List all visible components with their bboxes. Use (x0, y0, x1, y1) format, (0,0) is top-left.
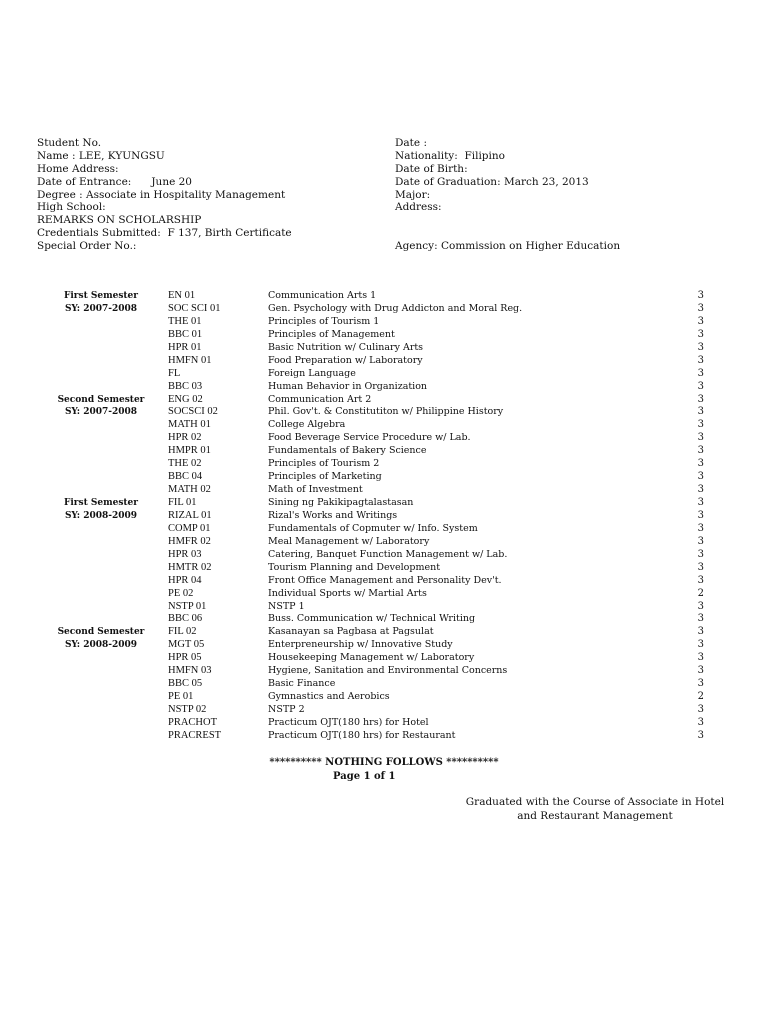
student-no-label: Student No. (37, 137, 102, 149)
course-code: SOC SCI 01 (168, 302, 221, 314)
student-info-right (395, 137, 620, 253)
course-title: Principles of Tourism 2 (268, 458, 380, 470)
course-code: HMPR 01 (168, 445, 211, 457)
course-title: Enterpreneurship w/ Innovative Study (268, 639, 453, 651)
course-units: 3 (697, 652, 704, 664)
semester-label: Second Semester (57, 627, 145, 638)
course-code: THE 02 (168, 458, 202, 470)
course-code: HMFR 02 (168, 535, 211, 547)
course-units: 3 (697, 367, 704, 379)
course-units: 3 (697, 716, 704, 728)
course-units: 3 (697, 341, 704, 353)
course-units: 3 (697, 535, 704, 547)
date-of-birth-label: Date of Birth: (395, 162, 468, 175)
course-units: 3 (697, 639, 704, 651)
graduation-line-2: and Restaurant Management (517, 810, 673, 822)
course-title: Fundamentals of Bakery Science (268, 445, 427, 457)
major-label: Major: (395, 188, 431, 201)
course-title: Buss. Communication w/ Technical Writing (268, 613, 476, 625)
course-units: 3 (697, 548, 704, 560)
course-units: 3 (697, 380, 704, 392)
course-units: 2 (697, 587, 704, 599)
graduation-line-1: Graduated with the Course of Associate in Hotel (465, 796, 725, 808)
degree: Degree : Associate in Hospitality Management (37, 188, 286, 201)
course-title: Principles of Management (268, 328, 395, 340)
course-title: Sining ng Pakikipagtalastasan (268, 497, 414, 508)
course-units: 3 (697, 600, 704, 612)
course-units: 3 (697, 561, 704, 573)
course-code: HPR 04 (168, 574, 202, 586)
course-code: PE 01 (168, 691, 194, 703)
course-title: Fundamentals of Copmuter w/ Info. System (268, 522, 478, 534)
table-row (0, 588, 768, 601)
course-units: 3 (697, 665, 704, 677)
course-code: PRACHOT (168, 716, 218, 728)
course-code: RIZAL 01 (168, 509, 212, 521)
course-code: FIL 02 (168, 626, 197, 638)
course-units: 3 (697, 302, 704, 314)
course-title: NSTP 1 (268, 600, 305, 612)
table-row (0, 484, 768, 497)
course-title: Principles of Tourism 1 (268, 315, 380, 327)
course-units: 3 (697, 522, 704, 534)
table-row (0, 458, 768, 471)
course-units: 3 (697, 704, 704, 715)
table-row (0, 290, 768, 303)
agency: Agency: Commission on Higher Education (395, 240, 621, 253)
table-row (0, 381, 768, 394)
table-row (0, 406, 768, 419)
course-code: COMP 01 (168, 522, 211, 534)
course-code: PRACREST (168, 729, 222, 741)
course-code: FIL 01 (168, 497, 197, 508)
course-units: 3 (697, 574, 704, 586)
table-row (0, 523, 768, 536)
course-code: BBC 03 (168, 380, 203, 392)
course-units: 3 (697, 406, 704, 418)
semester-label: SY: 2008-2009 (64, 510, 138, 521)
course-code: BBC 01 (168, 328, 203, 340)
course-title: Practicum OJT(180 hrs) for Hotel (268, 716, 429, 728)
course-title: Food Preparation w/ Laboratory (268, 354, 423, 366)
course-code: SOCSCI 02 (168, 406, 218, 418)
course-code: HMTR 02 (168, 561, 212, 573)
course-code: HPR 02 (168, 432, 202, 444)
table-row (0, 717, 768, 730)
date-of-graduation: Date of Graduation: March 23, 2013 (395, 175, 589, 188)
course-units: 3 (697, 484, 704, 496)
course-title: Communication Art 2 (268, 393, 372, 405)
high-school-label: High School: (37, 201, 106, 214)
semester-label: SY: 2008-2009 (64, 640, 138, 651)
course-code: MGT 05 (168, 639, 205, 651)
course-title: Foreign Language (268, 367, 356, 379)
course-code: PE 02 (168, 587, 194, 599)
course-title: Basic Nutrition w/ Culinary Arts (268, 341, 424, 353)
table-row (0, 419, 768, 432)
course-units: 3 (697, 678, 704, 690)
nationality: Nationality: Filipino (395, 149, 505, 162)
course-units: 3 (697, 497, 704, 508)
course-title: Individual Sports w/ Martial Arts (268, 587, 427, 599)
course-code: HPR 01 (168, 341, 202, 353)
course-units: 3 (697, 328, 704, 340)
course-code: MATH 01 (168, 419, 211, 431)
graduation-statement (440, 795, 750, 823)
course-title: Tourism Planning and Development (268, 561, 441, 573)
course-title: Kasanayan sa Pagbasa at Pagsulat (268, 626, 434, 638)
course-title: Practicum OJT(180 hrs) for Restaurant (268, 729, 456, 741)
course-units: 3 (697, 315, 704, 327)
table-row (0, 394, 768, 407)
course-code: HPR 05 (168, 652, 202, 664)
table-row (0, 562, 768, 575)
credentials-submitted: Credentials Submitted: F 137, Birth Certificate (37, 227, 292, 240)
course-title: Gymnastics and Aerobics (268, 691, 390, 703)
course-code: HMFN 01 (168, 354, 212, 366)
table-row (0, 510, 768, 523)
course-title: Rizal's Works and Writings (268, 509, 398, 521)
table-row (0, 355, 768, 368)
course-code: HPR 03 (168, 548, 202, 560)
table-row (0, 626, 768, 639)
course-units: 3 (697, 290, 704, 301)
course-table (0, 290, 768, 743)
course-title: Housekeeping Management w/ Laboratory (268, 652, 475, 664)
table-row (0, 730, 768, 743)
course-units: 3 (697, 626, 704, 638)
table-row (0, 536, 768, 549)
table-row (0, 471, 768, 484)
table-row (0, 342, 768, 355)
course-units: 3 (697, 354, 704, 366)
course-code: EN 01 (168, 290, 196, 301)
course-code: NSTP 01 (168, 600, 207, 612)
course-title: Communication Arts 1 (268, 290, 377, 301)
semester-label: Second Semester (57, 394, 145, 405)
course-title: Basic Finance (268, 678, 336, 690)
table-row (0, 665, 768, 678)
course-units: 3 (697, 613, 704, 625)
table-row (0, 652, 768, 665)
course-units: 3 (697, 458, 704, 470)
course-units: 3 (697, 419, 704, 431)
table-row (0, 497, 768, 510)
table-row (0, 368, 768, 381)
course-title: Hygiene, Sanitation and Environmental Concerns (268, 665, 508, 677)
date-label: Date : (395, 137, 427, 149)
student-name: Name : LEE, KYUNGSU (37, 149, 165, 162)
table-row (0, 575, 768, 588)
course-units: 2 (697, 691, 704, 703)
page-number: Page 1 of 1 (333, 771, 396, 782)
course-title: Front Office Management and Personality Dev't. (268, 574, 502, 586)
course-title: Food Beverage Service Procedure w/ Lab. (268, 432, 471, 444)
remarks-on-scholarship: REMARKS ON SCHOLARSHIP (37, 214, 202, 227)
semester-label: First Semester (63, 498, 139, 508)
course-title: Catering, Banquet Function Management w/ Lab. (268, 548, 508, 560)
semester-label: SY: 2007-2008 (64, 303, 138, 314)
course-title: College Algebra (268, 419, 346, 431)
table-row (0, 613, 768, 626)
table-row (0, 601, 768, 614)
table-row (0, 445, 768, 458)
course-code: ENG 02 (168, 393, 203, 405)
course-title: Math of Investment (268, 484, 363, 496)
address-label: Address: (395, 201, 442, 214)
course-units: 3 (697, 432, 704, 444)
table-row (0, 329, 768, 342)
semester-label: SY: 2007-2008 (64, 407, 138, 418)
course-code: FL (168, 367, 181, 379)
table-row (0, 432, 768, 445)
course-code: BBC 05 (168, 678, 203, 690)
course-units: 3 (697, 509, 704, 521)
table-row (0, 549, 768, 562)
course-units: 3 (697, 445, 704, 457)
course-code: BBC 06 (168, 613, 203, 625)
course-title: Meal Management w/ Laboratory (268, 535, 430, 547)
table-row (0, 704, 768, 717)
table-row (0, 316, 768, 329)
table-row (0, 303, 768, 316)
course-title: Phil. Gov't. & Constitutiton w/ Philippine History (268, 406, 504, 418)
course-code: MATH 02 (168, 484, 211, 496)
table-row (0, 678, 768, 691)
course-title: NSTP 2 (268, 704, 305, 715)
special-order-label: Special Order No.: (37, 240, 137, 253)
course-code: THE 01 (168, 315, 202, 327)
date-of-entrance: Date of Entrance: June 20 (37, 175, 192, 188)
table-row (0, 639, 768, 652)
course-code: HMFN 03 (168, 665, 212, 677)
nothing-follows-marker: ********** NOTHING FOLLOWS ********** (269, 757, 499, 768)
course-units: 3 (697, 471, 704, 483)
course-units: 3 (697, 393, 704, 405)
course-title: Gen. Psychology with Drug Addicton and Moral Reg. (268, 302, 523, 314)
table-row (0, 691, 768, 704)
semester-label: First Semester (63, 291, 139, 301)
student-info-left (37, 137, 292, 253)
course-code: BBC 04 (168, 471, 203, 483)
course-title: Principles of Marketing (268, 471, 382, 483)
course-units: 3 (697, 729, 704, 741)
course-code: NSTP 02 (168, 704, 207, 715)
course-title: Human Behavior in Organization (268, 380, 428, 392)
home-address-label: Home Address: (37, 162, 119, 175)
